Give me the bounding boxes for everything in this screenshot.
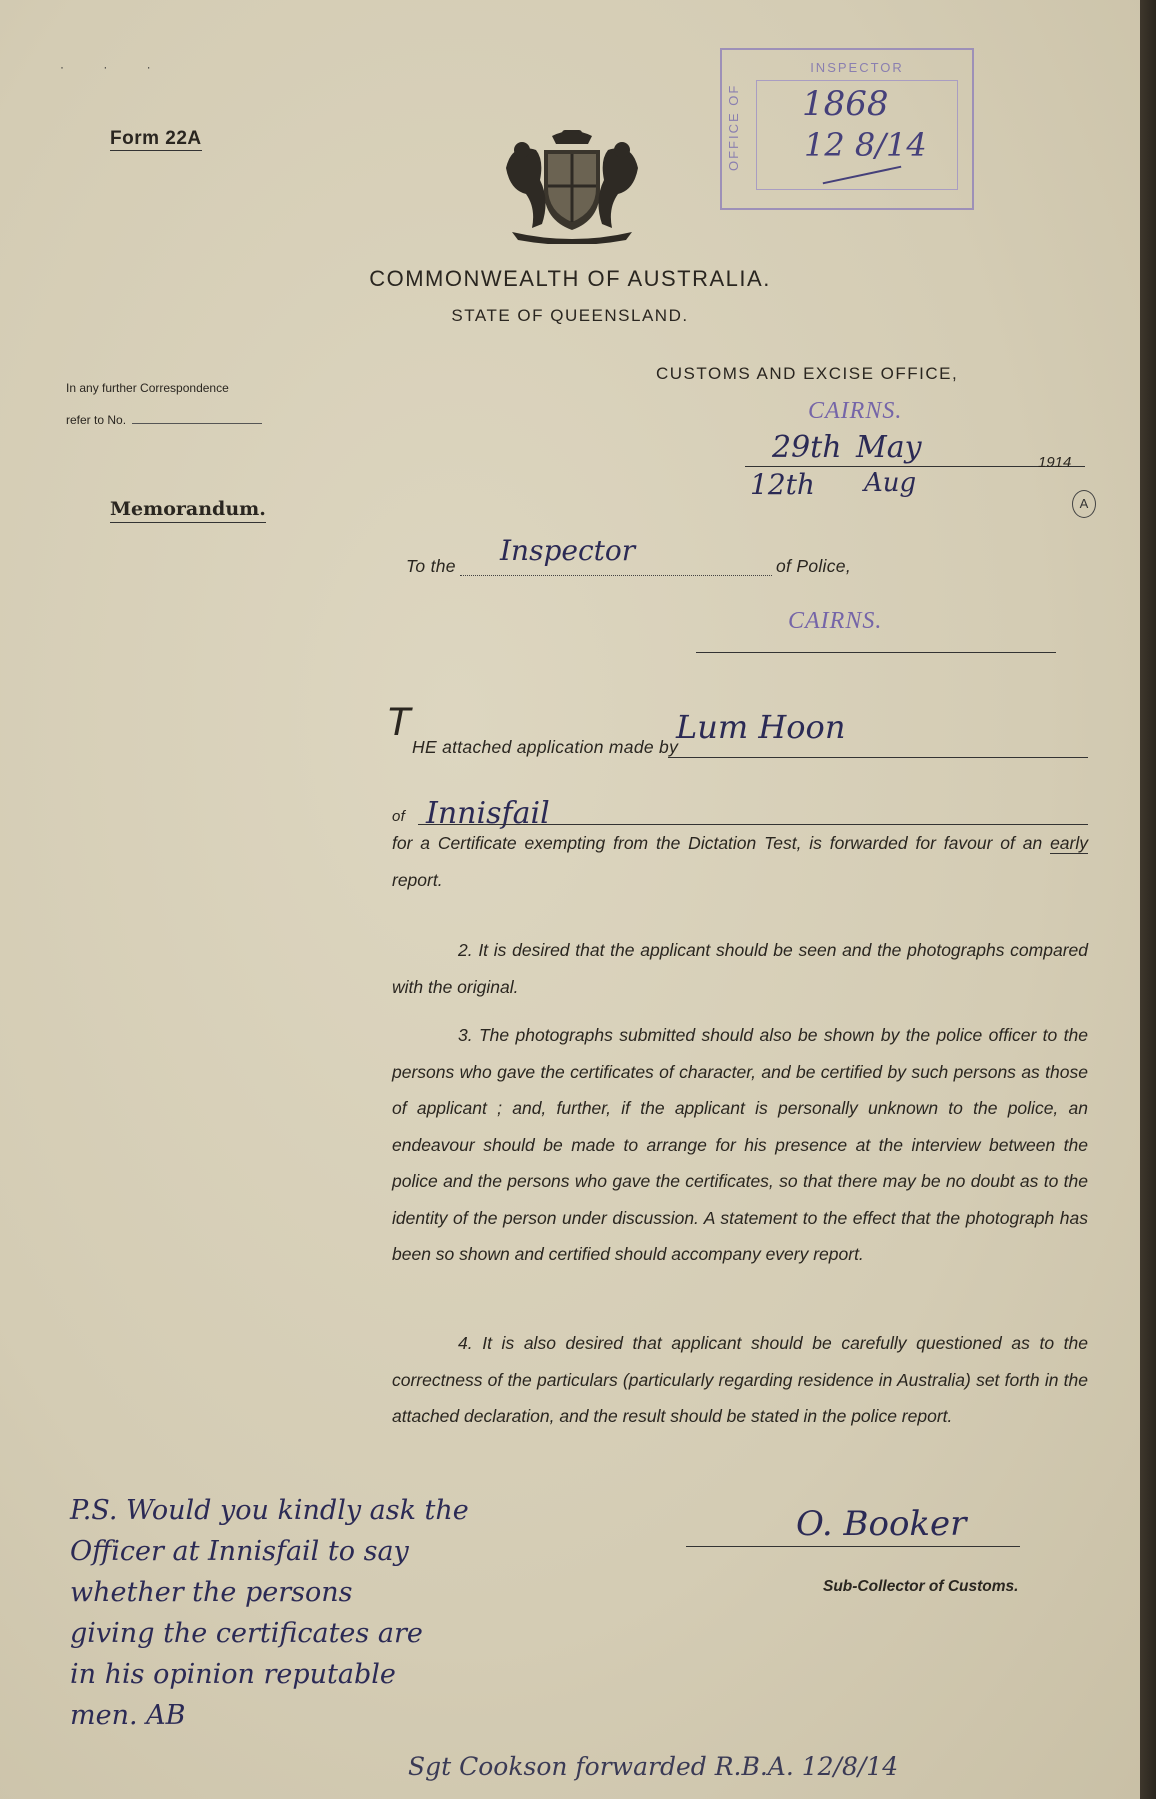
ink-specks: · · · xyxy=(60,60,169,74)
postscript-line: in his opinion reputable xyxy=(70,1659,396,1690)
paragraph-4: 4. It is also desired that applicant should be carefully questioned as to the correctness of the particulars (particularly regarding residence in Australia) set forth in the attached declaration, and the result should be stated in the police report. xyxy=(392,1333,1088,1426)
of-label: of xyxy=(392,808,406,825)
circled-initial: A xyxy=(1072,490,1096,518)
stamp-date: 12 8/14 xyxy=(804,126,927,164)
form-number: Form 22A xyxy=(110,128,202,149)
applicant-name: Lum Hoon xyxy=(676,708,846,746)
heading-commonwealth: COMMONWEALTH OF AUSTRALIA. xyxy=(369,266,771,291)
drop-cap: T xyxy=(386,700,411,744)
applicant-place: Innisfail xyxy=(426,796,550,831)
paragraph-3: 3. The photographs submitted should also be shown by the police officer to the persons who gave the certificates of character, and be certified by such persons as those of applicant ; and, further, if the applicant is personally unknown to the police, an endeavour should be made to arrange for his presence at the interview between the police and the persons who gave the certificates, so that there may be no doubt as to the identity of the person under discussion. A statement to the effect that the photograph has been so shown and certified should accompany every report. xyxy=(392,1025,1088,1264)
addressee-name: Inspector xyxy=(500,534,636,567)
postscript-line: whether the persons xyxy=(70,1577,353,1608)
correspondence-note: In any further Correspondence xyxy=(66,381,229,395)
paragraph-1: for a Certificate exempting from the Dictation Test, is forwarded for favour of an early report. xyxy=(392,833,1088,890)
body-opening: HE attached application made by xyxy=(412,737,679,757)
date-year: 1914 xyxy=(1038,454,1072,471)
office-title: CUSTOMS AND EXCISE OFFICE, xyxy=(656,364,959,383)
inspector-office-stamp: OFFICE OF INSPECTOR 1868 12 8/14 xyxy=(720,48,974,210)
forwarding-note: Sgt Cookson forwarded R.B.A. 12/8/14 xyxy=(408,1752,899,1781)
addressee-suffix: of Police, xyxy=(776,556,851,576)
postscript-line: men. AB xyxy=(70,1700,186,1731)
office-place-stamp: CAIRNS. xyxy=(808,398,903,424)
date-month: Aug xyxy=(864,468,917,498)
signature-line xyxy=(686,1546,1020,1547)
signature-title: Sub-Collector of Customs. xyxy=(823,1578,1019,1595)
date-line xyxy=(745,466,1085,467)
refer-to-no: refer to No. xyxy=(66,413,262,427)
date-month-struck: May xyxy=(856,430,922,465)
coat-of-arms-icon xyxy=(492,128,652,244)
heading-state: STATE OF QUEENSLAND. xyxy=(451,306,689,325)
postscript-line: Officer at Innisfail to say xyxy=(70,1536,409,1567)
stamp-number: 1868 xyxy=(802,84,889,124)
paragraph-2: 2. It is desired that the applicant should be seen and the photographs compared with the original. xyxy=(392,940,1088,997)
postscript xyxy=(70,1490,670,1736)
addressee-place-stamp: CAIRNS. xyxy=(788,608,883,634)
page-edge-shadow xyxy=(1140,0,1156,1799)
signature: O. Booker xyxy=(796,1504,967,1544)
postscript-line: P.S. Would you kindly ask the xyxy=(70,1495,469,1526)
postscript-initials: AB xyxy=(146,1700,186,1731)
addressee-prefix: To the xyxy=(406,556,456,576)
addressee-blank xyxy=(460,575,772,576)
memorandum-title: Memorandum. xyxy=(110,498,266,523)
applicant-blank xyxy=(668,757,1088,758)
postscript-line: giving the certificates are xyxy=(70,1618,423,1649)
date-day: 12th xyxy=(750,468,815,501)
refer-blank xyxy=(132,423,262,424)
addressee-place-line xyxy=(696,652,1056,653)
date-day-struck: 29th xyxy=(772,430,842,465)
